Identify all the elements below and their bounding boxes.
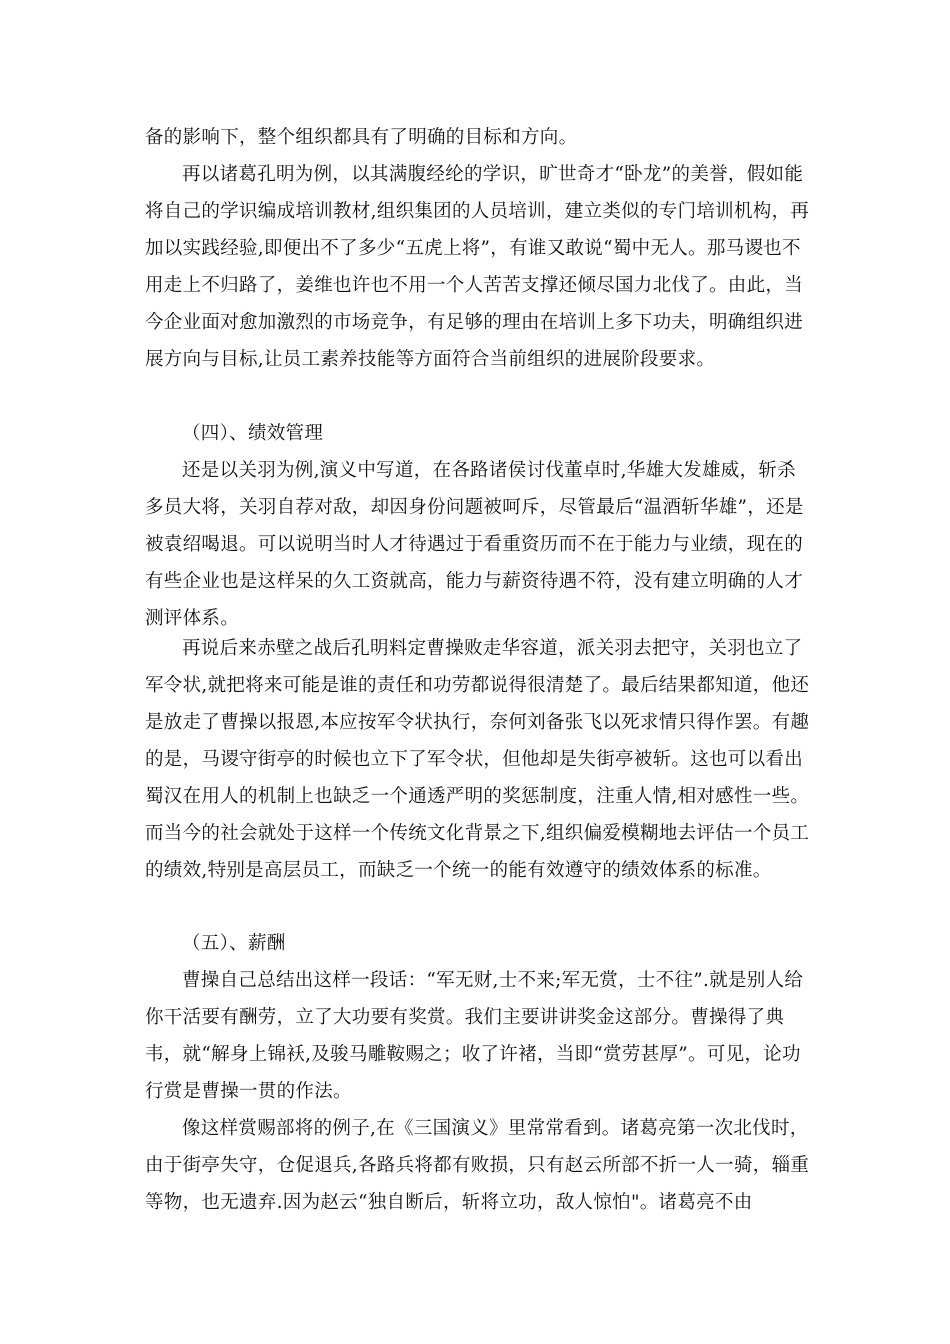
paragraph-chibi: [145, 630, 813, 889]
paragraph-6: 像这样赏赐部将的例子,在《三国演义》里常常看到。诸葛亮第一次北伐时，由于街亭失守，仓促退兵,各路兵将都有败损，只有赵云所部不折一人一骑，辎重等物，也无遗弃.因为赵云“独自断后，斩将立功，敌人惊怕"。诸葛亮不由: [145, 1118, 810, 1213]
section-heading-performance: [145, 415, 813, 452]
paragraph-caocao: [145, 962, 813, 1110]
paragraph-continuation: [145, 119, 813, 156]
paragraph-zhaoyun: [145, 1110, 813, 1221]
paragraph-4: 再说后来赤壁之战后孔明料定曹操败走华容道，派关羽去把守，关羽也立了军令状,就把将来可能是谁的责任和功劳都说得很清楚了。最后结果都知道，他还是放走了曹操以报恩,本应按军令状执行，奈何刘备张飞以死求情只得作罢。有趣的是，马谡守街亭的时候也立下了军令状，但他却是失街亭被斩。这也可以看出蜀汉在用人的机制上也缺乏一个通透严明的奖惩制度，注重人情,相对感性一些。而当今的社会就处于这样一个传统文化背景之下,组织偏爱模糊地去评估一个员工的绩效,特别是高层员工，而缺乏一个统一的能有效遵守的绩效体系的标准。: [145, 638, 810, 881]
paragraph-2: 再以诸葛孔明为例，以其满腹经纶的学识，旷世奇才“卧龙”的美誉，假如能将自己的学识编成培训教材,组织集团的人员培训，建立类似的专门培训机构，再加以实践经验,即便出不了多少“五虎上将”，有谁又敢说“蜀中无人。那马谡也不用走上不归路了，姜维也许也不用一个人苦苦支撑还倾尽国力北伐了。由此，当今企业面对愈加激烈的市场竞争，有足够的理由在培训上多下功夫，明确组织进展方向与目标,让员工素养技能等方面符合当前组织的进展阶段要求。: [145, 164, 810, 370]
paragraph-3: 还是以关羽为例,演义中写道，在各路诸侯讨伐董卓时,华雄大发雄威，斩杀多员大将，关羽自荐对敌，却因身份问题被呵斥，尽管最后“温酒斩华雄”，还是被袁绍喝退。可以说明当时人才待遇过于看重资历而不在于能力与业绩，现在的有些企业也是这样呆的久工资就高，能力与薪资待遇不符，没有建立明确的人才测评体系。: [145, 460, 804, 629]
heading-4: （四）、绩效管理: [182, 423, 324, 444]
paragraph-5: 曹操自己总结出这样一段话：“军无财,士不来;军无赏，士不往”.就是别人给你干活要有酬劳，立了大功要有奖赏。我们主要讲讲奖金这部分。曹操得了典韦，就“解身上锦袄,及骏马雕鞍赐之；收了许褚，当即“赏劳甚厚”。可见，论功行赏是曹操一贯的作法。: [145, 970, 804, 1102]
paragraph-training: [145, 156, 813, 378]
paragraph-guanyu: [145, 452, 813, 637]
heading-5: （五）、薪酬: [182, 933, 286, 954]
paragraph-1: 备的影响下，整个组织都具有了明确的目标和方向。: [145, 127, 578, 148]
section-heading-salary: [145, 925, 813, 962]
